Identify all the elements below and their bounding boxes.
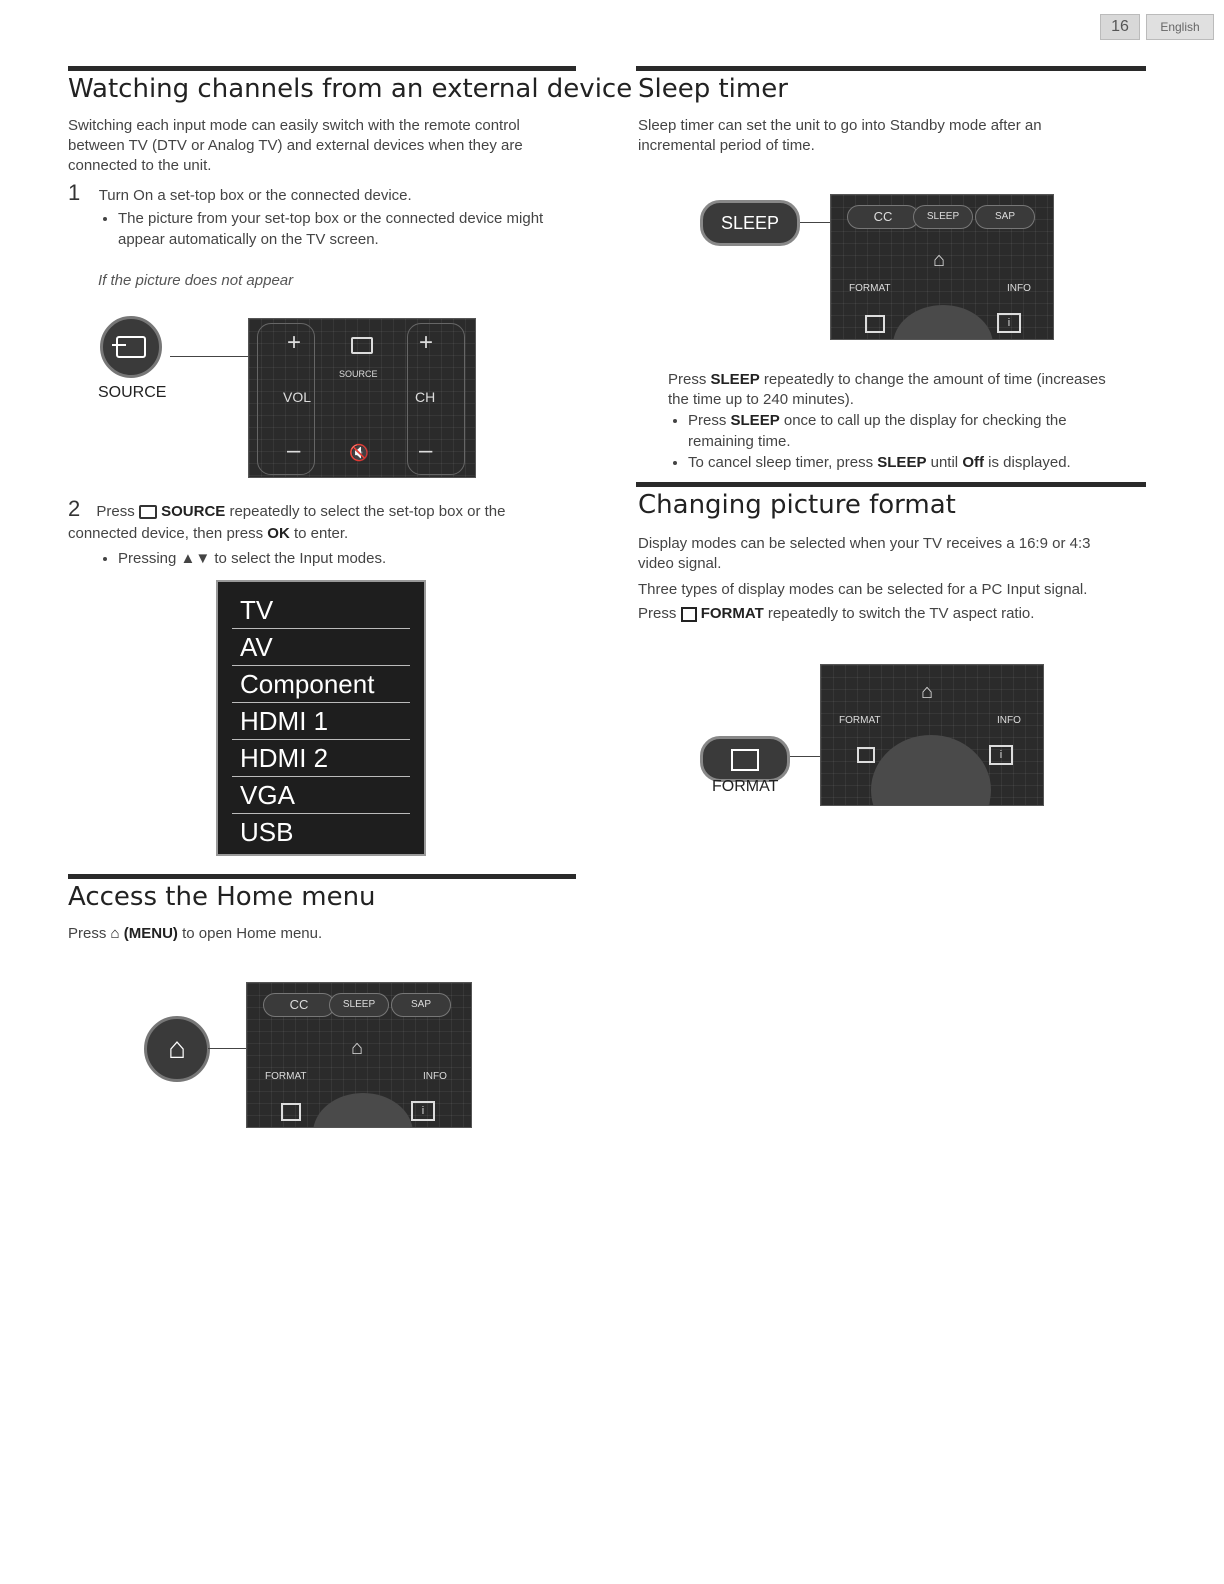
menu-item-vga: VGA	[232, 777, 410, 814]
text-rest: repeatedly to switch the TV aspect ratio.	[767, 605, 1035, 622]
format-icon	[857, 747, 875, 763]
step-number: 1	[68, 180, 81, 205]
sleep-intro: Sleep timer can set the unit to go into Standby mode after an incremental period of time.	[638, 117, 1042, 154]
text-press: Press	[688, 412, 727, 429]
navigation-ring	[871, 735, 991, 806]
format-icon	[681, 607, 697, 622]
format-icon	[281, 1103, 301, 1121]
navigation-ring	[893, 305, 993, 340]
info-label: INFO	[997, 715, 1021, 726]
volume-plus-label: +	[287, 329, 302, 356]
home-icon: ⌂	[351, 1037, 364, 1059]
section-title-picture-format: Changing picture format	[638, 490, 956, 520]
input-source-icon	[139, 505, 157, 519]
section-title-home-menu: Access the Home menu	[68, 882, 376, 912]
section-intro: Switching each input mode can easily switch with the remote control between TV (DTV or Analog TV) and external devices when they are connected to the unit.	[68, 117, 523, 174]
section-divider	[636, 482, 1146, 487]
home-icon: ⌂	[921, 681, 934, 703]
text-press: Press	[68, 925, 107, 942]
format-label: FORMAT	[839, 715, 881, 726]
format-paragraph-3	[638, 604, 1118, 624]
input-source-icon	[351, 337, 373, 354]
home-icon: ⌂	[933, 249, 946, 271]
step-text-press: Press	[96, 503, 135, 520]
format-paragraph-2: Three types of display modes can be selected for a PC Input signal.	[638, 581, 1088, 598]
info-label: INFO	[423, 1071, 447, 1082]
format-label: FORMAT	[265, 1071, 307, 1082]
sap-button-label: SAP	[975, 205, 1035, 229]
remote-control-sleep-image	[830, 194, 1054, 340]
sleep-keyword: SLEEP	[877, 454, 927, 471]
bullet-item: • Pressing ▲▼ to select the Input modes.	[118, 548, 578, 569]
format-icon	[731, 749, 759, 771]
text-press: Press	[668, 371, 707, 388]
language-tab	[1146, 14, 1214, 40]
section-divider	[68, 66, 576, 71]
sleep-callout-label: SLEEP	[720, 213, 780, 233]
volume-minus-label: –	[287, 437, 301, 464]
sleep-instruction	[668, 370, 1128, 410]
text-press: Press	[638, 605, 677, 622]
step-2	[68, 498, 568, 545]
volume-rocker	[257, 323, 315, 475]
home-button-callout: ⌂	[144, 1016, 210, 1082]
sleep-button-label: SLEEP	[329, 993, 389, 1017]
bullet-item: • The picture from your set-top box or the connected device might appear automatically on the TV screen.	[118, 208, 578, 250]
section-title-sleep-timer: Sleep timer	[638, 74, 788, 104]
text-until: until	[930, 454, 959, 471]
ch-label: CH	[415, 389, 436, 405]
channel-rocker	[407, 323, 465, 475]
off-keyword: Off	[962, 454, 984, 471]
home-menu-instruction	[68, 924, 568, 944]
menu-item-component: Component	[232, 666, 410, 703]
menu-item-av: AV	[232, 629, 410, 666]
sleep-keyword: SLEEP	[710, 371, 760, 388]
sleep-bullets	[668, 410, 1128, 473]
format-button-callout	[700, 736, 790, 782]
format-label: FORMAT	[849, 283, 891, 294]
text-pre: To cancel sleep timer, press	[688, 454, 874, 471]
source-button-callout	[100, 316, 162, 378]
channel-plus-label: +	[419, 329, 434, 356]
cc-button-label: CC	[263, 993, 335, 1017]
input-menu-image	[216, 580, 426, 856]
step-text-rest: repeatedly to select the set-top box or the connected device, then press	[68, 503, 506, 542]
bullet-item	[688, 452, 1128, 473]
info-icon: i	[997, 313, 1021, 333]
format-keyword: FORMAT	[700, 605, 764, 622]
step-text-end: to enter.	[293, 525, 349, 542]
source-keyword: SOURCE	[161, 503, 226, 520]
source-callout-label: SOURCE	[98, 384, 167, 401]
text-rest: once to call up the display for checking the remaining time.	[688, 412, 1067, 450]
info-icon: i	[411, 1101, 435, 1121]
ok-keyword: OK	[267, 525, 290, 542]
section-divider	[636, 66, 1146, 71]
format-paragraph-1: Display modes can be selected when your TV receives a 16:9 or 4:3 video signal.	[638, 535, 1091, 572]
section-title-external-device: Watching channels from an external device	[68, 74, 633, 104]
menu-item-tv: TV	[232, 592, 410, 629]
mute-icon: 🔇	[349, 445, 369, 462]
section-divider	[68, 874, 576, 879]
cc-button-label: CC	[847, 205, 919, 229]
input-source-icon	[116, 336, 146, 358]
page-number-tab	[1100, 14, 1140, 40]
sleep-button-callout	[700, 200, 800, 246]
step-1	[68, 180, 568, 206]
step-1-bullets	[98, 208, 578, 250]
format-callout-label: FORMAT	[712, 778, 779, 795]
info-icon: i	[989, 745, 1013, 765]
navigation-ring	[313, 1093, 413, 1128]
sleep-keyword: SLEEP	[730, 412, 780, 429]
sap-button-label: SAP	[391, 993, 451, 1017]
text-rest: repeatedly to change the amount of time (increases the time up to 240 minutes).	[668, 371, 1106, 408]
source-label: SOURCE	[339, 369, 378, 379]
language-label: English	[1160, 20, 1200, 34]
menu-item-usb: USB	[240, 817, 294, 847]
step-2-bullets	[98, 548, 578, 569]
info-label: INFO	[1007, 283, 1031, 294]
text-end: is displayed.	[988, 454, 1071, 471]
bullet-item	[688, 410, 1128, 452]
menu-item-hdmi1: HDMI 1	[232, 703, 410, 740]
menu-keyword: (MENU)	[123, 925, 178, 942]
step-text: Turn On a set-top box or the connected device.	[98, 187, 412, 204]
vol-label: VOL	[283, 389, 312, 405]
remote-control-home-image	[246, 982, 472, 1128]
sleep-button-label: SLEEP	[913, 205, 973, 229]
note-text: If the picture does not appear	[98, 272, 294, 289]
menu-item-hdmi2: HDMI 2	[232, 740, 410, 777]
page-number: 16	[1111, 18, 1129, 35]
format-icon	[865, 315, 885, 333]
remote-control-format-image	[820, 664, 1044, 806]
remote-control-source-image	[248, 318, 476, 478]
channel-minus-label: –	[419, 437, 433, 464]
text-rest: to open Home menu.	[182, 925, 323, 942]
step-number: 2	[68, 496, 81, 521]
home-icon: ⌂	[110, 925, 120, 942]
